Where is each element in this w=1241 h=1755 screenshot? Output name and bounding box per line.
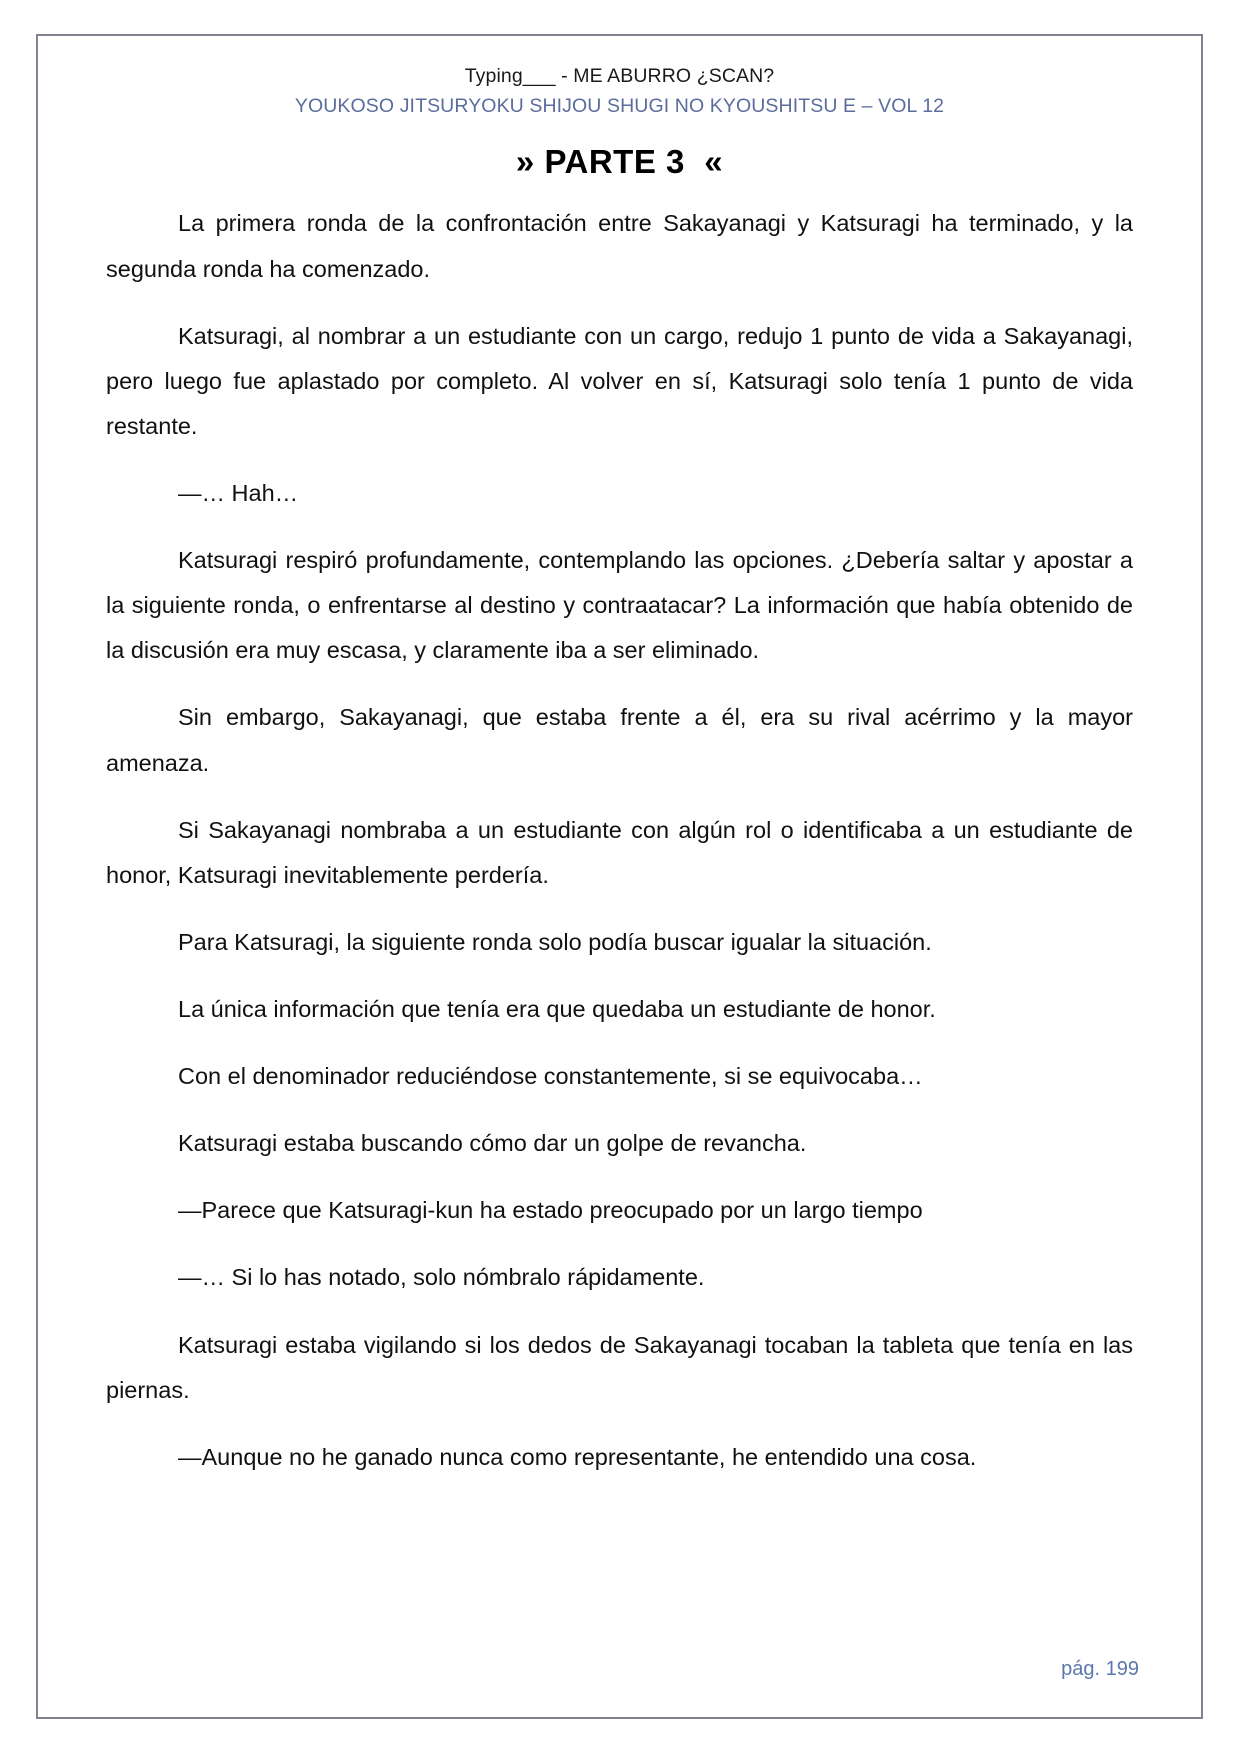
dialogue-line: —… Hah… <box>178 480 299 507</box>
page-title: » PARTE 3 « <box>515 143 724 181</box>
paragraph: La primera ronda de la confrontación entre Sakayanagi y Katsuragi ha terminado, y la segunda ronda ha comenzado. <box>106 210 1133 282</box>
paragraph: La única información que tenía era que quedaba un estudiante de honor. <box>178 996 936 1022</box>
dialogue-line: —Parece que Katsuragi-kun ha estado preocupado por un largo tiempo <box>178 1197 923 1224</box>
page-header <box>38 36 1201 121</box>
page-content-area <box>38 36 1201 1717</box>
paragraph: Katsuragi estaba buscando cómo dar un golpe de revancha. <box>178 1130 807 1157</box>
dialogue-line: —… Si lo has notado, solo nómbralo rápidamente. <box>178 1264 705 1291</box>
paragraph: Con el denominador reduciéndose constantemente, si se equivocaba… <box>178 1063 923 1090</box>
paragraph: Si Sakayanagi nombraba a un estudiante con algún rol o identificaba a un estudiante de honor, Katsuragi inevitablemente perdería. <box>106 816 1133 888</box>
document-page <box>36 34 1203 1719</box>
header-subtitle-line: YOUKOSO JITSURYOKU SHIJOU SHUGI NO KYOUSHITSU E – VOL 12 <box>294 95 945 118</box>
header-title-line: Typing___ - ME ABURRO ¿SCAN? <box>464 65 775 87</box>
paragraph: Katsuragi respiró profundamente, contemplando las opciones. ¿Debería saltar y apostar a la siguiente ronda, o enfrentarse al destino y contraatacar? La información que había obtenido de la discusión era muy escasa, y claramente iba a ser eliminado. <box>106 547 1133 664</box>
page-number: pág. 199 <box>1061 1658 1139 1680</box>
dialogue-line: —Aunque no he ganado nunca como representante, he entendido una cosa. <box>178 1443 977 1470</box>
paragraph: Katsuragi estaba vigilando si los dedos de Sakayanagi tocaban la tableta que tenía en las piernas. <box>106 1331 1133 1403</box>
paragraph: Sin embargo, Sakayanagi, que estaba frente a él, era su rival acérrimo y la mayor amenaza. <box>106 704 1133 776</box>
paragraph: Katsuragi, al nombrar a un estudiante con un cargo, redujo 1 punto de vida a Sakayanagi, pero luego fue aplastado por completo. Al volver en sí, Katsuragi solo tenía 1 punto de vida restante. <box>106 322 1133 439</box>
body-text-block <box>38 201 1201 1479</box>
paragraph: Para Katsuragi, la siguiente ronda solo podía buscar igualar la situación. <box>178 928 932 955</box>
